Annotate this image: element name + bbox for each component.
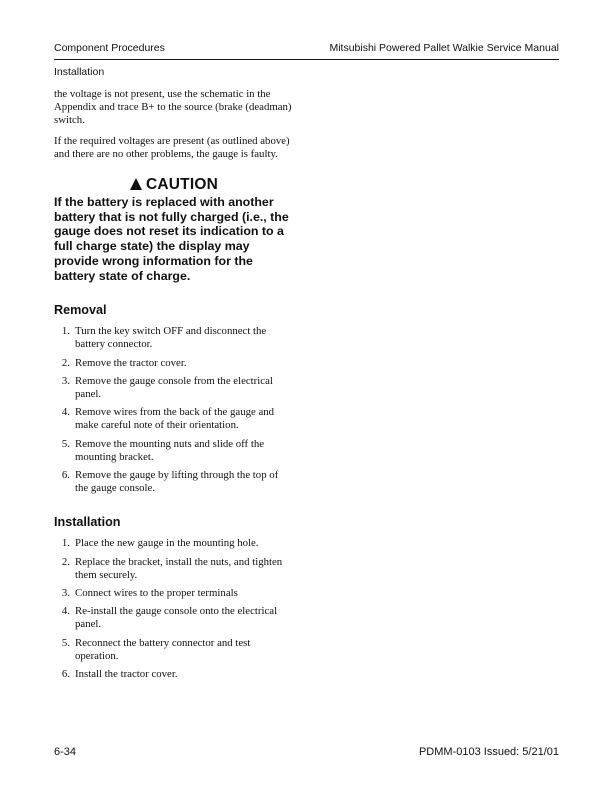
step-number: 2. — [61, 555, 70, 568]
step-number: 4. — [61, 605, 70, 618]
intro-paragraph: the voltage is not present, use the schematic in the Appendix and trace B+ to the source (brake (deadman) switch. — [54, 88, 292, 127]
step-number: 3. — [61, 374, 70, 387]
main-column — [54, 88, 294, 686]
caution-heading — [54, 176, 294, 194]
page-number: 6-34 — [54, 746, 77, 758]
step-number: 1. — [61, 537, 70, 550]
step-text: Replace the bracket, install the nuts, and tighten them securely. — [75, 555, 283, 581]
list-item — [54, 637, 294, 663]
list-item — [54, 605, 294, 631]
list-item — [54, 438, 294, 464]
step-number: 4. — [61, 406, 70, 419]
list-item — [54, 469, 294, 495]
step-number: 2. — [61, 356, 70, 369]
running-header-section: Component Procedures — [54, 42, 165, 54]
list-item — [54, 325, 294, 351]
step-text: Install the tractor cover. — [75, 668, 178, 681]
step-text: Connect wires to the proper terminals — [75, 587, 238, 600]
step-text: Remove wires from the back of the gauge and make careful note of their orientation. — [75, 406, 275, 432]
warning-triangle-icon — [130, 178, 142, 190]
installation-steps — [54, 537, 294, 681]
list-item — [54, 587, 294, 600]
removal-steps — [54, 325, 294, 495]
step-number: 6. — [61, 469, 70, 482]
step-number: 5. — [61, 636, 70, 649]
running-subheader: Installation — [54, 66, 105, 78]
list-item — [54, 668, 294, 681]
step-text: Re-install the gauge console onto the electrical panel. — [75, 605, 278, 631]
step-text: Reconnect the battery connector and test operation. — [75, 636, 251, 662]
section-title-installation: Installation — [54, 515, 121, 530]
section-title-removal: Removal — [54, 303, 107, 318]
list-item — [54, 537, 294, 550]
list-item — [54, 375, 294, 401]
step-text: Place the new gauge in the mounting hole. — [75, 537, 259, 550]
intro-paragraph: If the required voltages are present (as outlined above) and there are no other problems, the gauge is faulty. — [54, 134, 290, 160]
step-number: 3. — [61, 587, 70, 600]
header-divider — [54, 59, 559, 60]
step-text: Remove the gauge console from the electrical panel. — [75, 374, 273, 401]
step-text: Turn the key switch OFF and disconnect the battery connector. — [75, 325, 267, 351]
step-text: Remove the tractor cover. — [75, 356, 187, 369]
running-header-title: Mitsubishi Powered Pallet Walkie Service Manual — [329, 42, 559, 54]
caution-title: CAUTION — [145, 176, 218, 194]
step-number: 6. — [61, 668, 70, 681]
list-item — [54, 556, 294, 582]
step-text: Remove the mounting nuts and slide off the mounting bracket. — [75, 437, 265, 463]
step-text: Remove the gauge by lifting through the top of the gauge console. — [75, 469, 279, 495]
list-item — [54, 406, 294, 432]
step-number: 1. — [61, 325, 70, 338]
list-item — [54, 357, 294, 370]
step-number: 5. — [61, 437, 70, 450]
caution-box — [54, 176, 294, 283]
caution-text: If the battery is replaced with another battery that is not fully charged (i.e., the gauge does not reset its indication to a full charge state) the display may provide wrong information for the battery state of charge. — [54, 195, 289, 283]
document-issue-info: PDMM-0103 Issued: 5/21/01 — [418, 746, 559, 758]
